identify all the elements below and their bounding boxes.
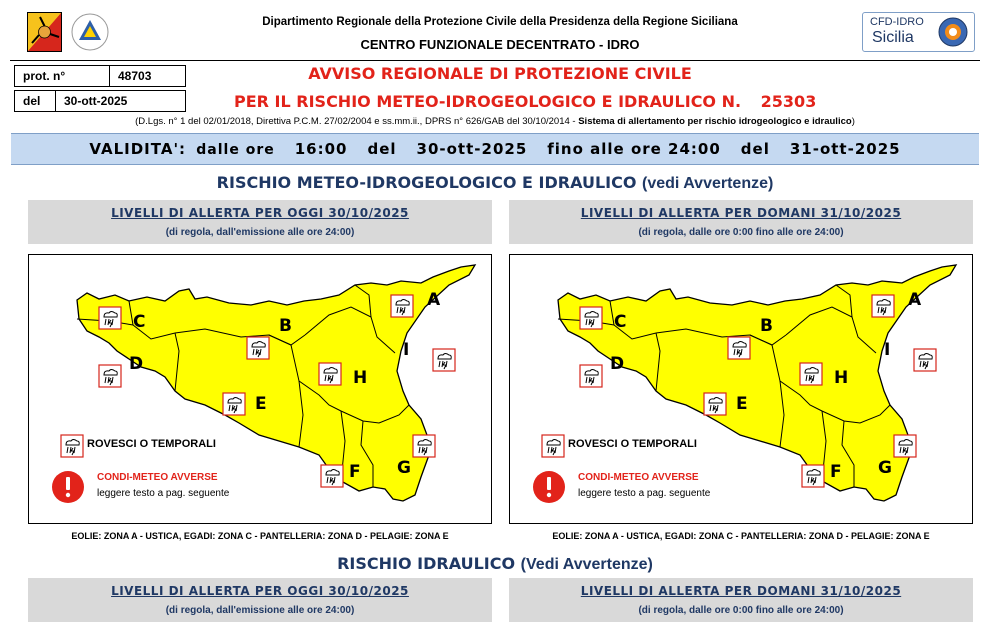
today-idraulico-title: LIVELLI DI ALLERTA PER OGGI 30/10/2025 bbox=[111, 584, 409, 598]
today-map bbox=[28, 254, 492, 524]
title-number: 25303 bbox=[760, 92, 817, 111]
warning-dot bbox=[547, 493, 551, 497]
warning-dot bbox=[66, 493, 70, 497]
today-idraulico-subtitle: (di regola, dall'emissione alle ore 24:00) bbox=[165, 605, 355, 616]
storm-icon bbox=[319, 363, 341, 385]
legend-warning-title: CONDI-METEO AVVERSE bbox=[97, 472, 218, 483]
storm-icon bbox=[542, 435, 564, 457]
storm-icon-frame bbox=[247, 337, 269, 359]
today-subtitle: (di regola, dall'emissione alle ore 24:00) bbox=[165, 227, 355, 238]
storm-icon bbox=[391, 295, 413, 317]
title-line2 bbox=[200, 92, 954, 111]
cfd-idro-text: CFD-IDRO bbox=[870, 16, 924, 28]
zone-label-g: G bbox=[878, 458, 892, 478]
today-idraulico-level-box bbox=[28, 578, 492, 622]
tomorrow-title: LIVELLI DI ALLERTA PER DOMANI 31/10/2025 bbox=[580, 206, 902, 220]
zone-label-h: H bbox=[834, 368, 849, 388]
warning-exclamation-icon bbox=[52, 471, 84, 503]
storm-icon bbox=[872, 295, 894, 317]
storm-icon bbox=[802, 465, 824, 487]
tomorrow-map bbox=[509, 254, 973, 524]
header-line2: CENTRO FUNZIONALE DECENTRATO - IDRO bbox=[360, 37, 640, 52]
storm-icon bbox=[894, 435, 916, 457]
storm-icon-frame bbox=[99, 365, 121, 387]
zone-label-d: D bbox=[610, 354, 625, 374]
tomorrow-subtitle: (di regola, dalle ore 0:00 fino alle ore 24:00) bbox=[638, 227, 844, 238]
tomorrow-idraulico-title: LIVELLI DI ALLERTA PER DOMANI 31/10/2025 bbox=[580, 584, 902, 598]
trinacria-icon bbox=[28, 13, 61, 51]
legend-warning-title: CONDI-METEO AVVERSE bbox=[578, 472, 699, 483]
tomorrow-zones-note: EOLIE: ZONA A - USTICA, EGADI: ZONA C - PANTELLERIA: ZONA D - PELAGIE: ZONA E bbox=[552, 531, 930, 541]
validity-band bbox=[11, 133, 979, 165]
storm-icon-frame bbox=[99, 307, 121, 329]
legend-warning-sub: leggere testo a pag. seguente bbox=[578, 488, 711, 499]
zone-label-f: F bbox=[349, 462, 361, 482]
title-line2-text: PER IL RISCHIO METEO-IDROGEOLOGICO E IDRAULICO N. bbox=[234, 92, 742, 111]
storm-icon-frame bbox=[914, 349, 936, 371]
tomorrow-level-box bbox=[509, 200, 973, 244]
header-divider bbox=[10, 60, 980, 61]
globe-icon bbox=[937, 16, 969, 48]
zone-label-i: I bbox=[403, 340, 410, 360]
storm-icon-frame bbox=[580, 307, 602, 329]
cfd-sicilia-text: Sicilia bbox=[872, 29, 914, 46]
storm-icon-frame bbox=[391, 295, 413, 317]
storm-icon-frame bbox=[894, 435, 916, 457]
protezione-civile-logo bbox=[70, 12, 110, 52]
storm-icon bbox=[99, 365, 121, 387]
legend-storm-label: ROVESCI O TEMPORALI bbox=[568, 438, 697, 450]
storm-icon bbox=[433, 349, 455, 371]
header-line1: Dipartimento Regionale della Protezione Civile della Presidenza della Regione Siciliana bbox=[262, 16, 738, 28]
zone-label-a: A bbox=[908, 290, 922, 310]
storm-icon-frame bbox=[321, 465, 343, 487]
sicily-outline bbox=[558, 265, 956, 501]
warning-exclamation-icon bbox=[533, 471, 565, 503]
cfd-idro-logo bbox=[862, 12, 975, 52]
zone-label-c: C bbox=[133, 312, 146, 332]
storm-icon-frame bbox=[704, 393, 726, 415]
prot-value: 48703 bbox=[109, 65, 186, 87]
validity-del2: del bbox=[740, 140, 770, 158]
today-title: LIVELLI DI ALLERTA PER OGGI 30/10/2025 bbox=[111, 206, 409, 220]
zone-label-f: F bbox=[830, 462, 842, 482]
storm-icon-frame bbox=[728, 337, 750, 359]
storm-icon bbox=[99, 307, 121, 329]
storm-icon-frame bbox=[872, 295, 894, 317]
zone-label-c: C bbox=[614, 312, 627, 332]
storm-icon-frame bbox=[580, 365, 602, 387]
storm-icon bbox=[704, 393, 726, 415]
zone-label-b: B bbox=[279, 316, 292, 336]
validity-del1: del bbox=[367, 140, 397, 158]
storm-icon bbox=[728, 337, 750, 359]
storm-icon bbox=[223, 393, 245, 415]
storm-icon-frame bbox=[802, 465, 824, 487]
today-zones-note: EOLIE: ZONA A - USTICA, EGADI: ZONA C - PANTELLERIA: ZONA D - PELAGIE: ZONA E bbox=[71, 531, 449, 541]
zone-label-g: G bbox=[397, 458, 411, 478]
del-label: del bbox=[14, 90, 56, 112]
validity-to-date: 31-ott-2025 bbox=[789, 140, 901, 158]
tomorrow-idraulico-subtitle: (di regola, dalle ore 0:00 fino alle ore 24:00) bbox=[638, 605, 844, 616]
sicily-outline bbox=[77, 265, 475, 501]
validity-label: VALIDITA': dalle ore bbox=[89, 140, 275, 158]
zone-label-i: I bbox=[884, 340, 891, 360]
section2-title: RISCHIO IDRAULICO (Vedi Avvertenze) bbox=[337, 554, 653, 573]
validity-from-date: 30-ott-2025 bbox=[416, 140, 528, 158]
storm-icon bbox=[321, 465, 343, 487]
storm-icon-frame bbox=[542, 435, 564, 457]
zone-label-e: E bbox=[736, 394, 748, 414]
storm-icon bbox=[800, 363, 822, 385]
validity-to-text: fino alle ore 24:00 bbox=[547, 140, 721, 158]
legend-storm-label: ROVESCI O TEMPORALI bbox=[87, 438, 216, 450]
title-line1: AVVISO REGIONALE DI PROTEZIONE CIVILE bbox=[308, 64, 692, 83]
warning-bar bbox=[66, 477, 70, 490]
storm-icon bbox=[580, 307, 602, 329]
storm-icon bbox=[413, 435, 435, 457]
storm-icon-frame bbox=[413, 435, 435, 457]
today-level-box bbox=[28, 200, 492, 244]
storm-icon-frame bbox=[433, 349, 455, 371]
storm-icon bbox=[914, 349, 936, 371]
tomorrow-idraulico-level-box bbox=[509, 578, 973, 622]
prot-label: prot. n° bbox=[14, 65, 110, 87]
warning-bar bbox=[547, 477, 551, 490]
legal-note: (D.Lgs. n° 1 del 02/01/2018, Direttiva P.C.M. 27/02/2004 e ss.mm.ii., DPRS n° 626/GAB del 30/10/2014 - Sistema di allertamento per rischio idrogeologico e idraulico) bbox=[135, 116, 855, 127]
sicily-region-logo bbox=[27, 12, 62, 52]
zone-label-b: B bbox=[760, 316, 773, 336]
zone-label-h: H bbox=[353, 368, 368, 388]
zone-label-d: D bbox=[129, 354, 144, 374]
storm-icon bbox=[580, 365, 602, 387]
validity-from-hour: 16:00 bbox=[294, 140, 348, 158]
section1-title: RISCHIO METEO-IDROGEOLOGICO E IDRAULICO (vedi Avvertenze) bbox=[216, 173, 774, 192]
storm-icon-frame bbox=[223, 393, 245, 415]
storm-icon-frame bbox=[61, 435, 83, 457]
storm-icon bbox=[247, 337, 269, 359]
zone-label-a: A bbox=[427, 290, 441, 310]
storm-icon-frame bbox=[800, 363, 822, 385]
zone-label-e: E bbox=[255, 394, 267, 414]
storm-icon-frame bbox=[319, 363, 341, 385]
del-value: 30-ott-2025 bbox=[55, 90, 186, 112]
storm-icon bbox=[61, 435, 83, 457]
legend-warning-sub: leggere testo a pag. seguente bbox=[97, 488, 230, 499]
